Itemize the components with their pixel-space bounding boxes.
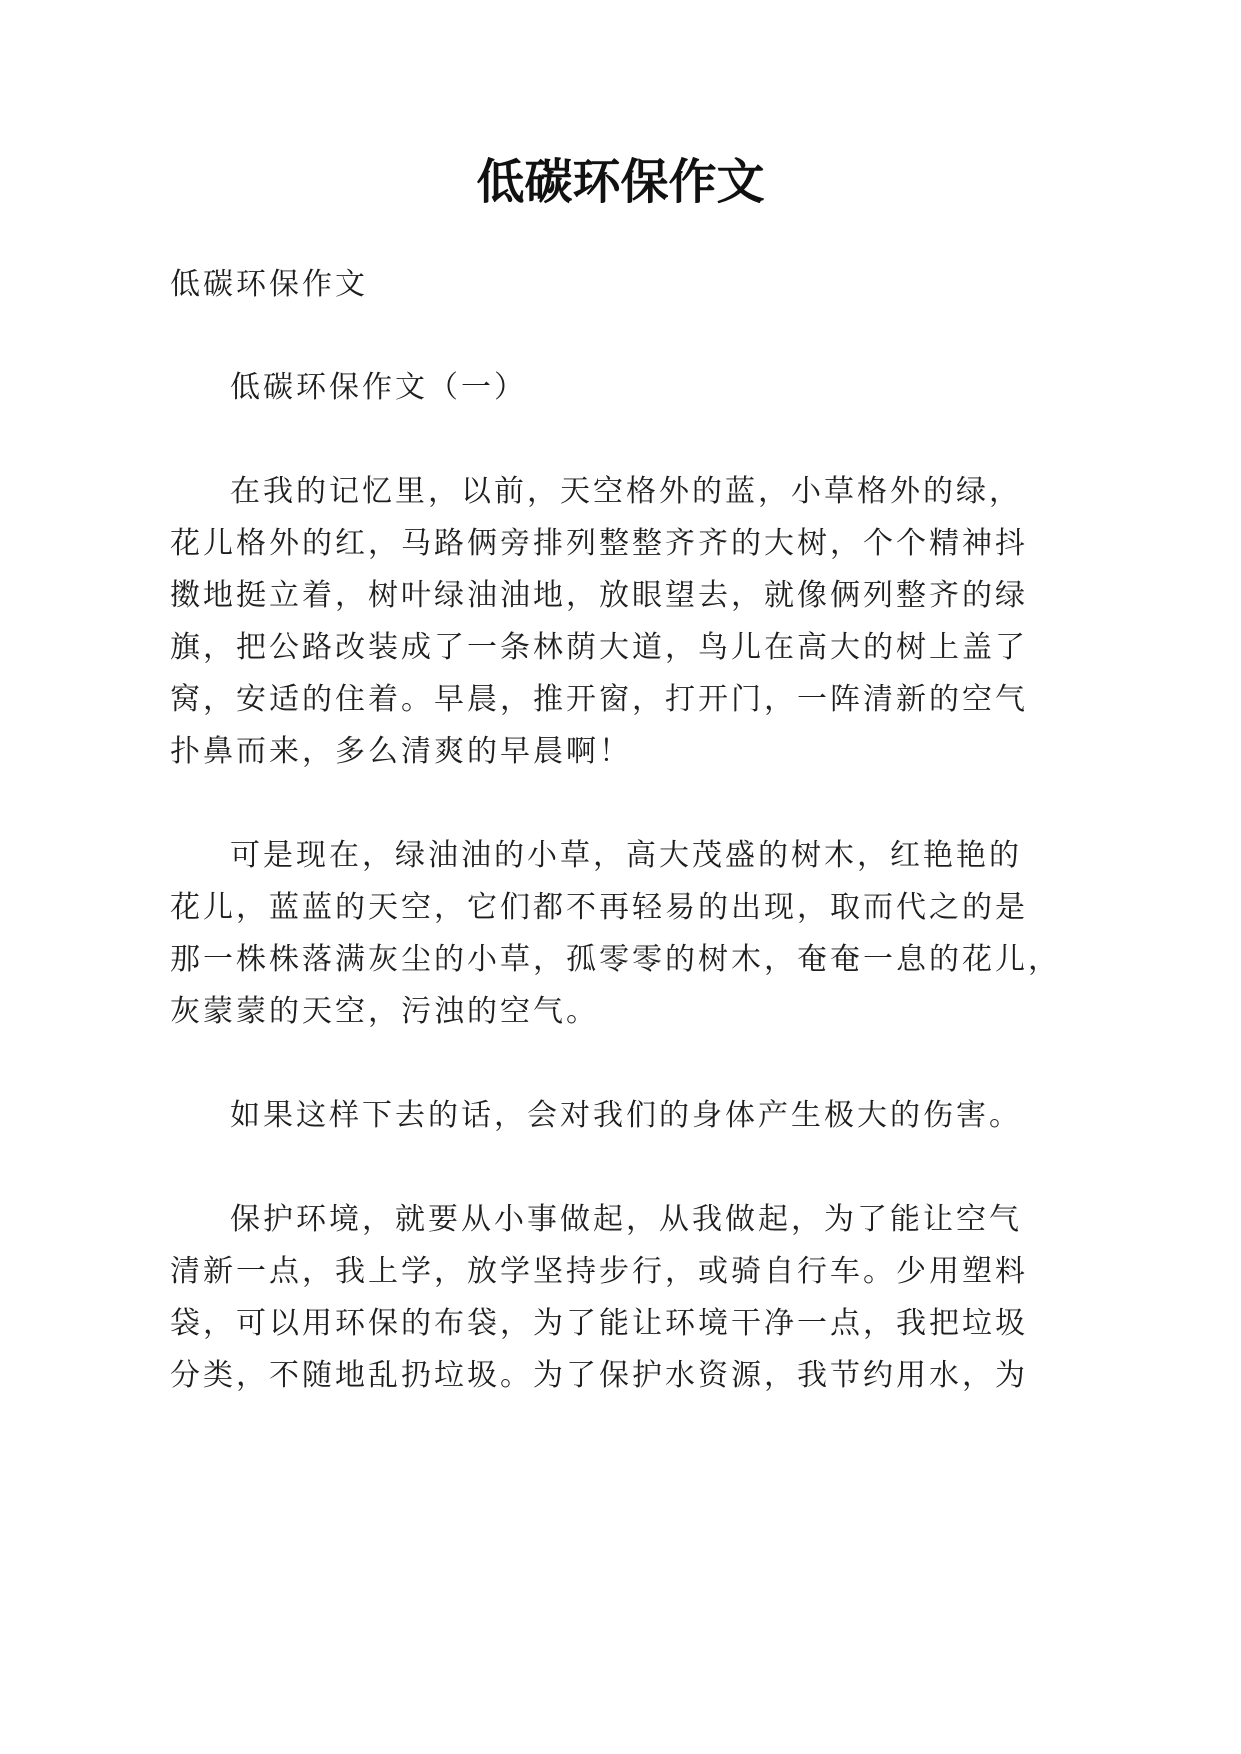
paragraph-4-line-1: 保护环境，就要从小事做起，从我做起，为了能让空气	[230, 1202, 1022, 1237]
paragraph-1-line-5: 窝，安适的住着。早晨，推开窗，打开门，一阵清新的空气	[170, 682, 1028, 717]
paragraph-1-line-2: 花儿格外的红，马路俩旁排列整整齐齐的大树，个个精神抖	[170, 526, 1028, 561]
paragraph-4-line-3: 袋，可以用环保的布袋，为了能让环境干净一点，我把垃圾	[170, 1306, 1028, 1341]
paragraph-1-line-3: 擞地挺立着，树叶绿油油地，放眼望去，就像俩列整齐的绿	[170, 578, 1028, 613]
paragraph-4-line-2: 清新一点，我上学，放学坚持步行，或骑自行车。少用塑料	[170, 1254, 1028, 1289]
paragraph-4-line-4: 分类，不随地乱扔垃圾。为了保护水资源，我节约用水，为	[170, 1358, 1028, 1393]
paragraph-2-line-3: 那一株株落满灰尘的小草，孤零零的树木，奄奄一息的花儿，	[170, 942, 1061, 977]
document-subtitle: 低碳环保作文	[170, 267, 368, 302]
paragraph-2-line-4: 灰蒙蒙的天空，污浊的空气。	[170, 994, 599, 1029]
document-title: 低碳环保作文	[476, 154, 765, 210]
paragraph-2-line-2: 花儿，蓝蓝的天空，它们都不再轻易的出现，取而代之的是	[170, 890, 1028, 925]
paragraph-2-line-1: 可是现在，绿油油的小草，高大茂盛的树木，红艳艳的	[230, 838, 1022, 873]
paragraph-1-line-4: 旗，把公路改装成了一条林荫大道，鸟儿在高大的树上盖了	[170, 630, 1028, 665]
paragraph-1-line-1: 在我的记忆里，以前，天空格外的蓝，小草格外的绿，	[230, 474, 1022, 509]
paragraph-3-line-1: 如果这样下去的话，会对我们的身体产生极大的伤害。	[230, 1098, 1022, 1133]
paragraph-1-line-6: 扑鼻而来，多么清爽的早晨啊！	[170, 734, 632, 769]
section-heading: 低碳环保作文（一）	[230, 370, 527, 405]
